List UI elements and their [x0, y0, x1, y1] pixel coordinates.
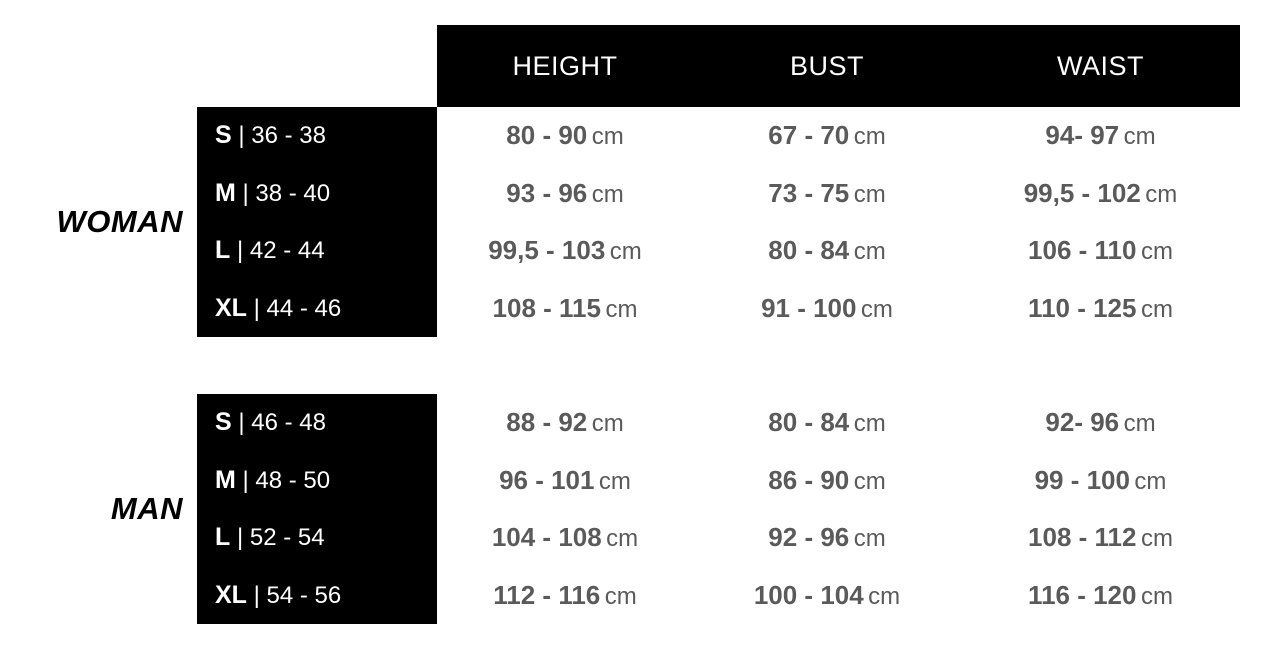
size-label-cell: [197, 466, 437, 495]
cell-height: [437, 120, 693, 151]
cell-height: [437, 465, 693, 496]
unit: cm: [860, 295, 893, 323]
cell-waist: [961, 407, 1240, 438]
group-man: [0, 394, 1267, 624]
group-title-woman: WOMAN: [56, 204, 183, 239]
size-range: | 38 - 40: [242, 179, 331, 207]
table-row: [197, 165, 1240, 223]
table-row: [197, 567, 1240, 625]
unit: cm: [591, 123, 624, 151]
cell-height: [437, 293, 693, 324]
value: 88 - 92: [506, 407, 588, 438]
cell-bust: [693, 465, 961, 496]
cell-bust: [693, 407, 961, 438]
cell-waist: [961, 522, 1240, 553]
size-label-cell: [197, 408, 437, 437]
table-header-row: [437, 25, 1240, 107]
size-label-cell: [197, 294, 437, 323]
column-header-height: HEIGHT: [512, 50, 618, 81]
unit: cm: [598, 467, 631, 495]
value: 94- 97: [1045, 120, 1120, 151]
value: 99,5 - 102: [1023, 177, 1141, 208]
size-code: M: [215, 465, 236, 494]
size-code: S: [215, 408, 232, 437]
value: 110 - 125: [1028, 292, 1137, 323]
cell-height: [437, 178, 693, 209]
value: 106 - 110: [1028, 235, 1137, 266]
value: 99 - 100: [1034, 464, 1130, 495]
value: 92- 96: [1045, 407, 1120, 438]
unit: cm: [853, 410, 886, 438]
unit: cm: [868, 582, 901, 610]
value: 80 - 84: [768, 407, 850, 438]
group-title-man: MAN: [110, 491, 183, 526]
size-label-cell: [197, 121, 437, 150]
unit: cm: [604, 582, 637, 610]
cell-waist: [961, 580, 1240, 611]
value: 92 - 96: [768, 522, 850, 553]
value: 100 - 104: [753, 579, 864, 610]
size-range: | 48 - 50: [242, 466, 331, 494]
unit: cm: [1145, 180, 1178, 208]
table-row: [197, 107, 1240, 165]
value: 108 - 112: [1028, 522, 1137, 553]
size-label-cell: [197, 179, 437, 208]
unit: cm: [1140, 525, 1173, 553]
unit: cm: [1140, 295, 1173, 323]
cell-waist: [961, 465, 1240, 496]
cell-height: [437, 407, 693, 438]
cell-bust: [693, 178, 961, 209]
size-code: S: [215, 121, 232, 150]
size-range: | 44 - 46: [253, 294, 342, 322]
cell-height: [437, 235, 693, 266]
size-code: L: [215, 523, 231, 552]
cell-waist: [961, 293, 1240, 324]
value: 116 - 120: [1028, 579, 1137, 610]
unit: cm: [609, 238, 642, 266]
group-woman: [0, 107, 1267, 337]
value: 91 - 100: [761, 292, 857, 323]
rows-woman: [197, 107, 1240, 337]
cell-waist: [961, 235, 1240, 266]
value: 112 - 116: [493, 579, 601, 610]
unit: cm: [591, 180, 624, 208]
value: 93 - 96: [506, 177, 588, 208]
size-code: M: [215, 178, 236, 207]
unit: cm: [853, 467, 886, 495]
value: 86 - 90: [768, 464, 850, 495]
value: 73 - 75: [768, 177, 850, 208]
cell-waist: [961, 178, 1240, 209]
unit: cm: [853, 238, 886, 266]
cell-bust: [693, 580, 961, 611]
unit: cm: [1123, 410, 1156, 438]
unit: cm: [853, 525, 886, 553]
value: 104 - 108: [491, 522, 602, 553]
table-row: [197, 222, 1240, 280]
size-code: L: [215, 236, 231, 265]
unit: cm: [1123, 123, 1156, 151]
size-label-cell: [197, 523, 437, 552]
unit: cm: [605, 295, 638, 323]
unit: cm: [853, 123, 886, 151]
size-range: | 54 - 56: [253, 581, 342, 609]
cell-bust: [693, 235, 961, 266]
cell-waist: [961, 120, 1240, 151]
size-code: XL: [215, 293, 247, 322]
size-range: | 52 - 54: [236, 524, 325, 552]
value: 108 - 115: [492, 292, 601, 323]
unit: cm: [1140, 582, 1173, 610]
value: 67 - 70: [768, 120, 850, 151]
table-row: [197, 280, 1240, 338]
unit: cm: [606, 525, 639, 553]
value: 80 - 84: [768, 235, 850, 266]
unit: cm: [591, 410, 624, 438]
unit: cm: [853, 180, 886, 208]
unit: cm: [1134, 467, 1167, 495]
unit: cm: [1140, 238, 1173, 266]
cell-bust: [693, 522, 961, 553]
size-label-cell: [197, 581, 437, 610]
column-header-waist: WAIST: [1057, 50, 1144, 81]
table-row: [197, 509, 1240, 567]
value: 96 - 101: [499, 464, 595, 495]
value: 80 - 90: [506, 120, 588, 151]
size-range: | 42 - 44: [236, 237, 325, 265]
rows-man: [197, 394, 1240, 624]
size-code: XL: [215, 580, 247, 609]
column-header-bust: BUST: [789, 50, 864, 81]
size-range: | 46 - 48: [238, 409, 326, 437]
cell-height: [437, 522, 693, 553]
table-row: [197, 452, 1240, 510]
size-range: | 36 - 38: [238, 122, 326, 150]
cell-bust: [693, 120, 961, 151]
cell-height: [437, 580, 693, 611]
table-row: [197, 394, 1240, 452]
size-label-cell: [197, 236, 437, 265]
value: 99,5 - 103: [488, 235, 606, 266]
cell-bust: [693, 293, 961, 324]
